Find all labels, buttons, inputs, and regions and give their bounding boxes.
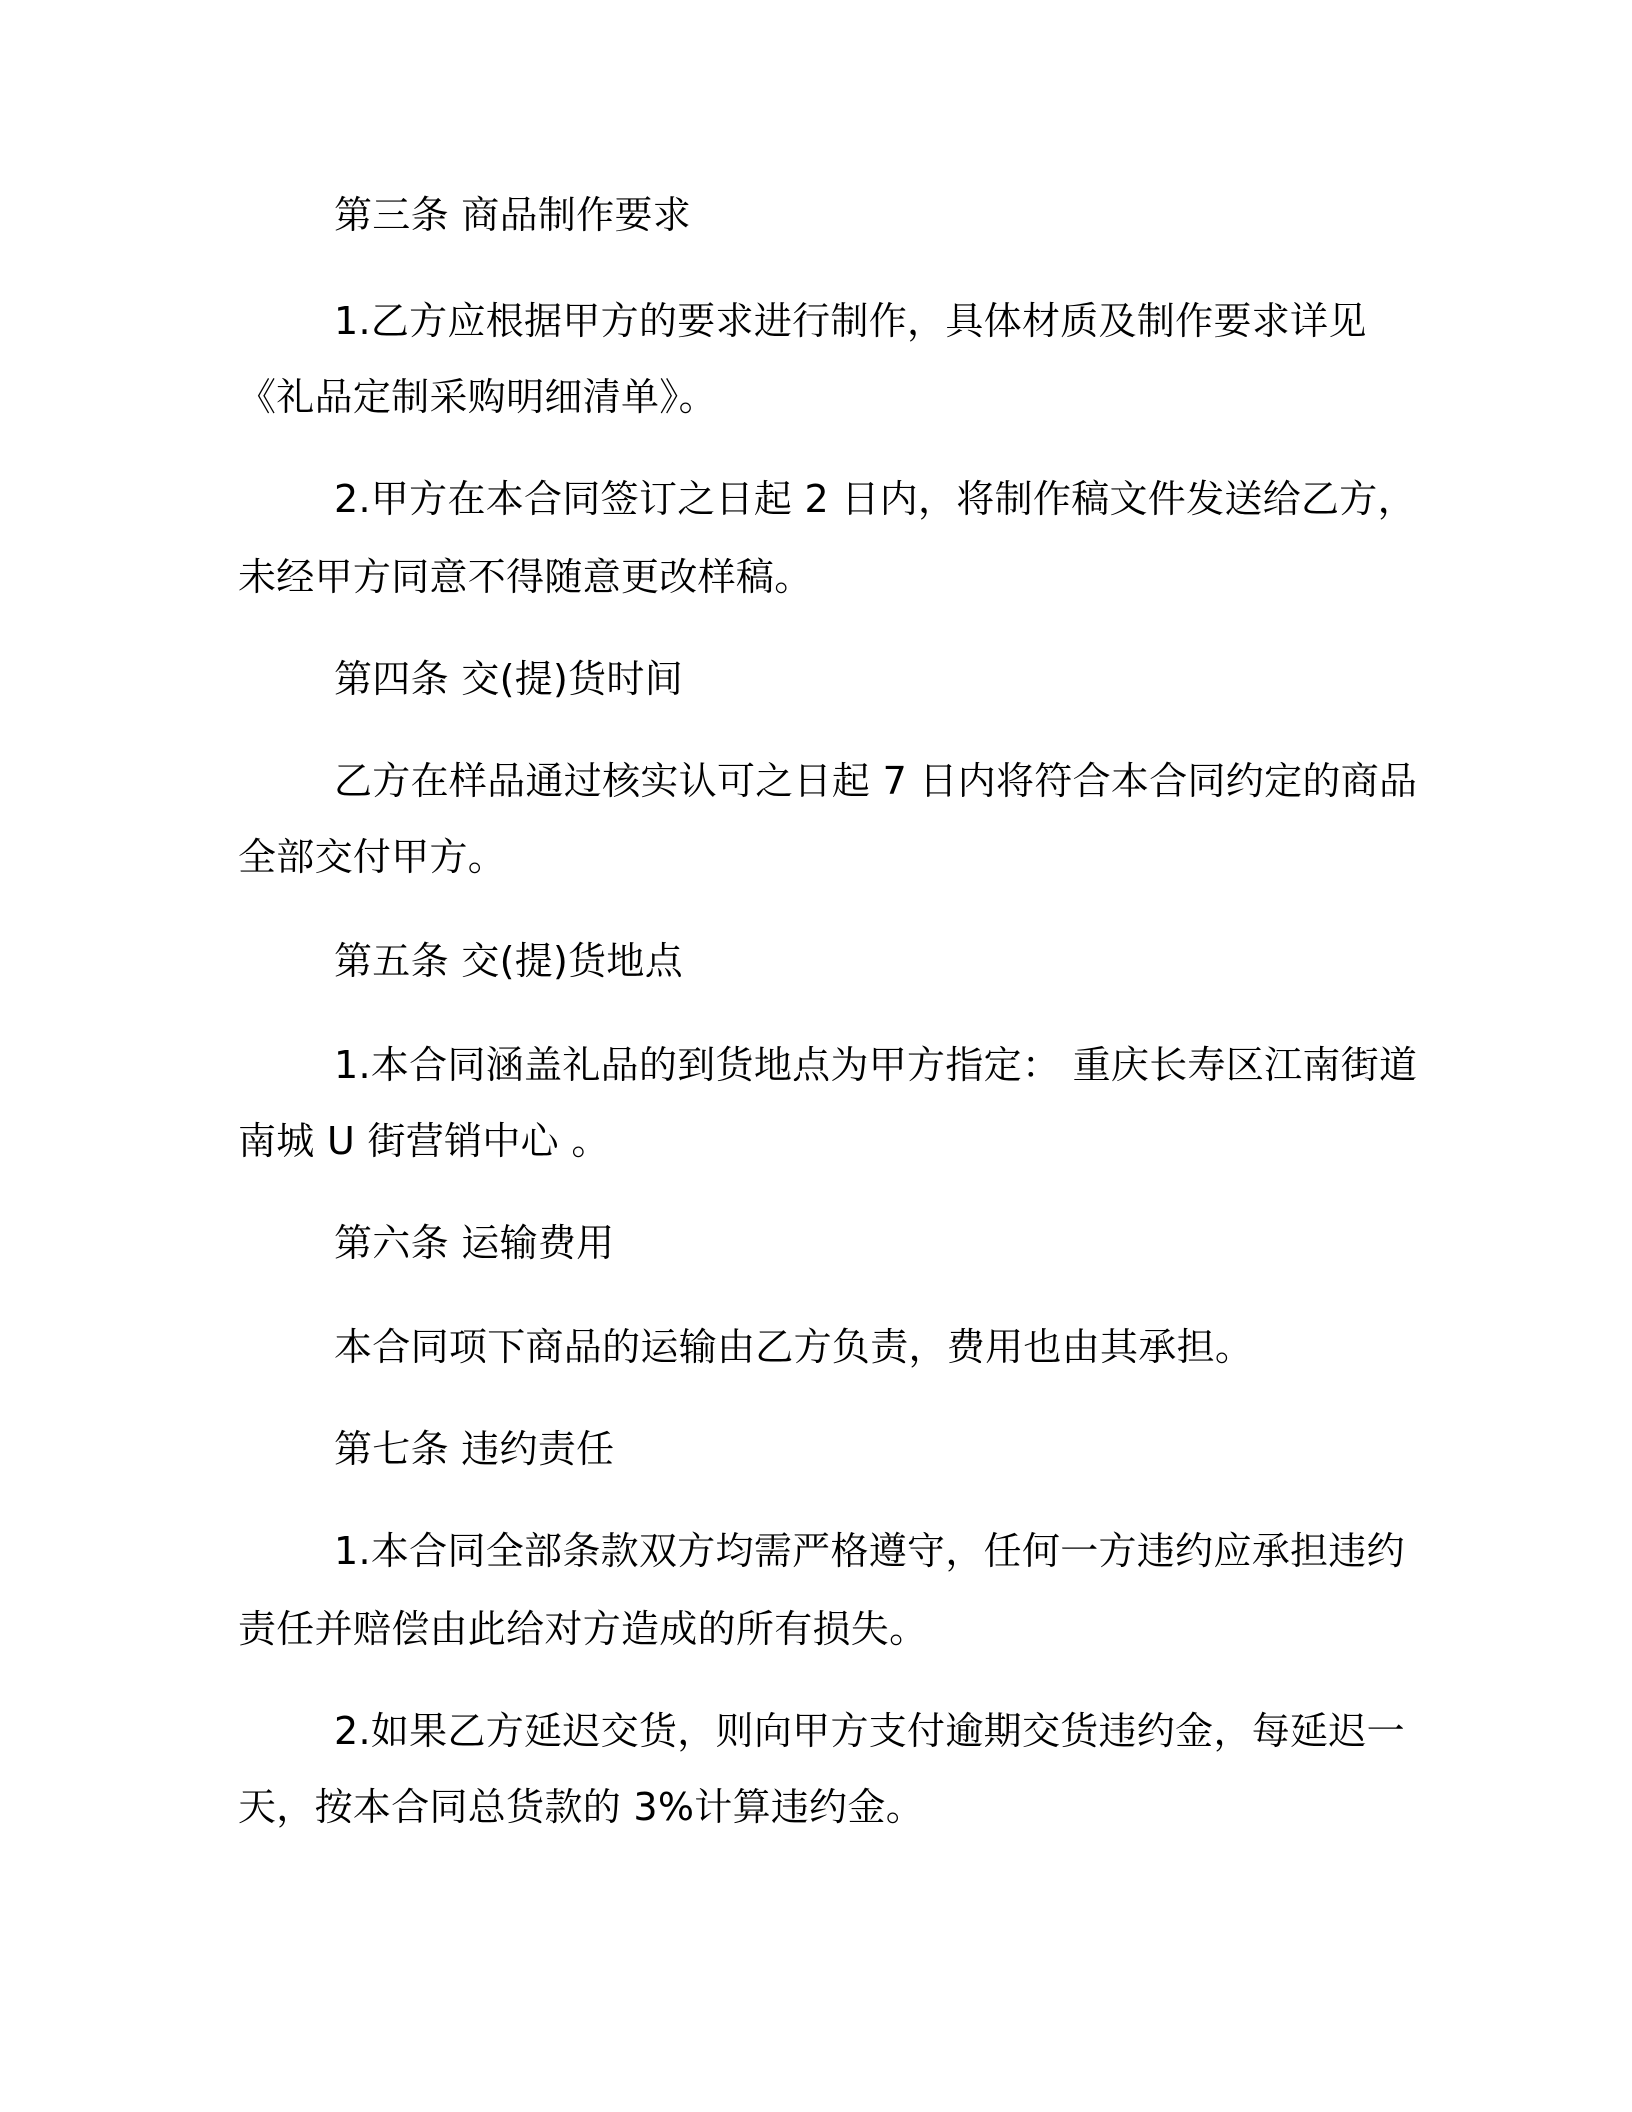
article-5-heading: 第五条 交(提)货地点 xyxy=(334,939,684,983)
article-6-text-line-1: 本合同项下商品的运输由乙方负责，费用也由其承担。 xyxy=(334,1325,1254,1369)
article-6-heading: 第六条 运输费用 xyxy=(334,1221,615,1265)
article-4-text-line-2: 全部交付甲方。 xyxy=(238,835,507,879)
article-4-text-line-1: 乙方在样品通过核实认可之日起 7 日内将符合本合同约定的商品 xyxy=(334,759,1418,803)
article-5-clause-1-line-2: 南城 U 街营销中心 。 xyxy=(238,1119,610,1163)
article-7-clause-1-line-2: 责任并赔偿由此给对方造成的所有损失。 xyxy=(238,1607,928,1651)
article-4-heading: 第四条 交(提)货时间 xyxy=(334,657,684,701)
article-5-clause-1-line-1: 1.本合同涵盖礼品的到货地点为甲方指定： 重庆长寿区江南街道 xyxy=(334,1043,1418,1087)
article-7-clause-1-line-1: 1.本合同全部条款双方均需严格遵守，任何一方违约应承担违约 xyxy=(334,1529,1405,1573)
article-7-clause-2-line-1: 2.如果乙方延迟交货，则向甲方支付逾期交货违约金，每延迟一 xyxy=(334,1709,1405,1753)
article-7-clause-2-line-2: 天，按本合同总货款的 3%计算违约金。 xyxy=(238,1785,925,1829)
article-3-clause-2-line-2: 未经甲方同意不得随意更改样稿。 xyxy=(238,555,813,599)
article-3-clause-1-line-2: 《礼品定制采购明细清单》。 xyxy=(238,375,717,419)
article-3-heading: 第三条 商品制作要求 xyxy=(334,193,692,237)
article-3-clause-1-line-1: 1.乙方应根据甲方的要求进行制作，具体材质及制作要求详见 xyxy=(334,299,1367,343)
article-3-clause-2-line-1: 2.甲方在本合同签订之日起 2 日内，将制作稿文件发送给乙方， xyxy=(334,477,1416,521)
article-7-heading: 第七条 违约责任 xyxy=(334,1427,615,1471)
